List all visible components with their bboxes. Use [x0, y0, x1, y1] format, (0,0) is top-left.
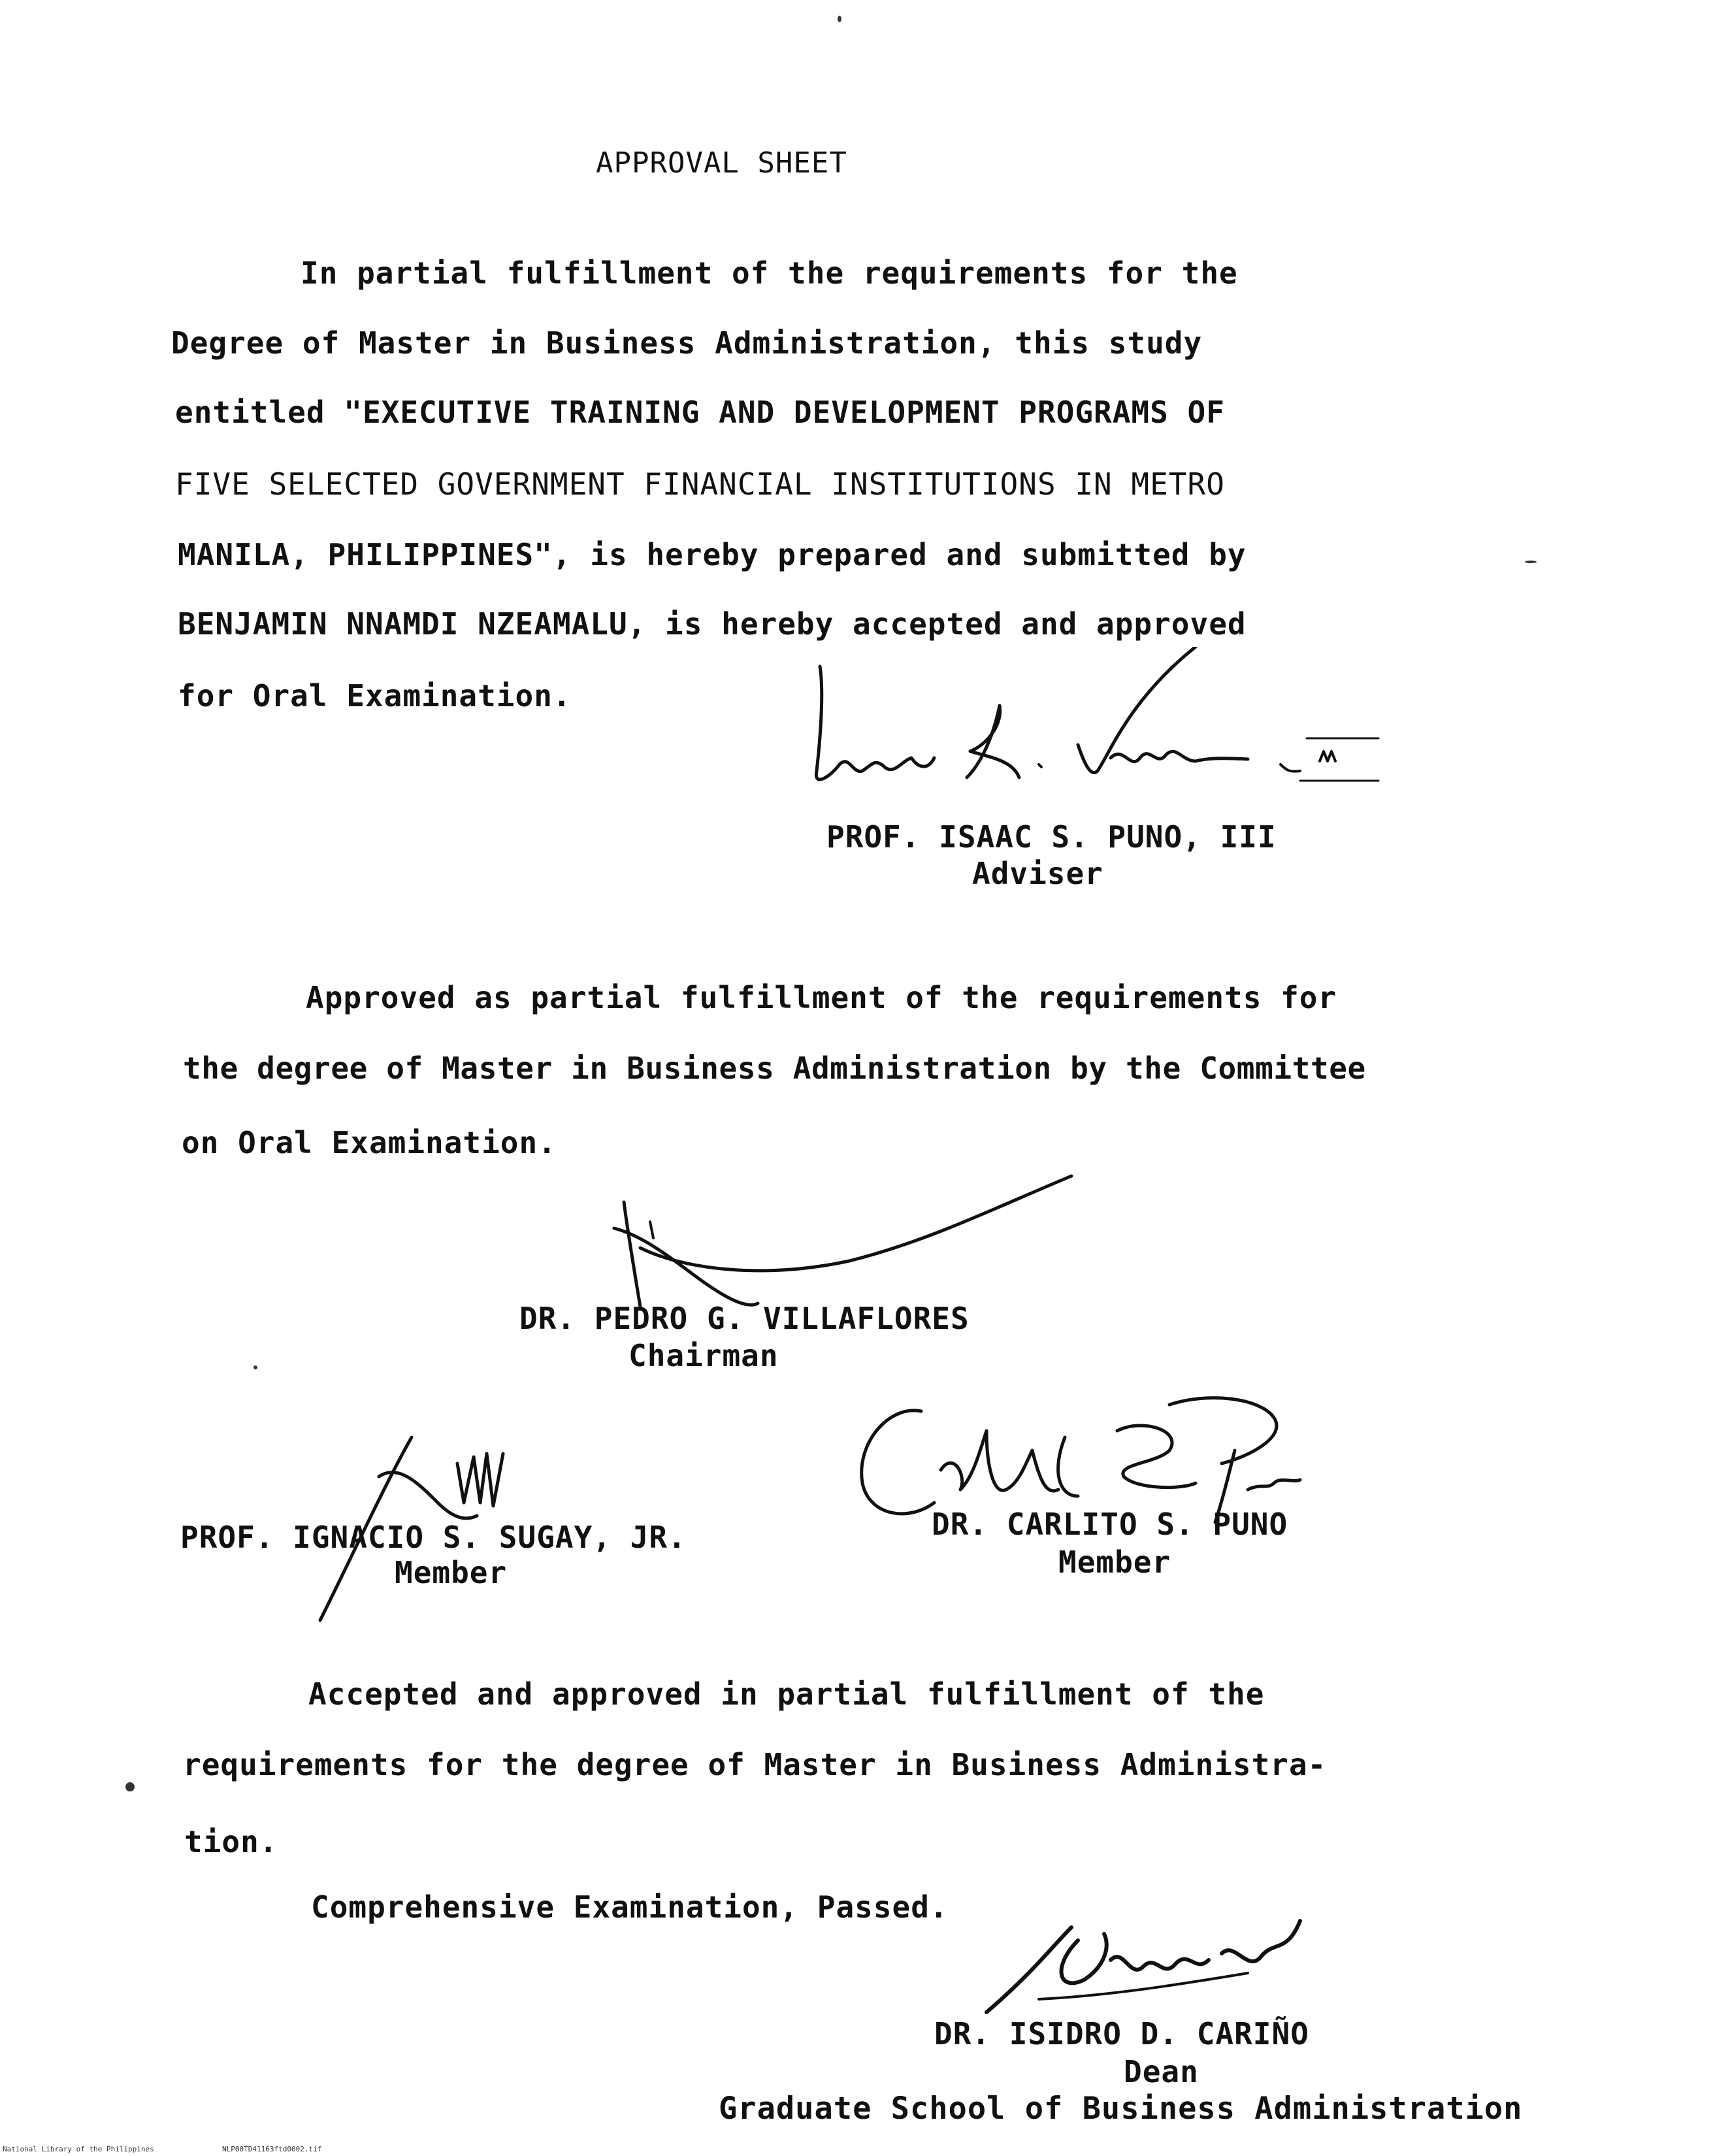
- footer-library-label: National Library of the Philippines: [3, 2145, 154, 2153]
- chairman-name: DR. PEDRO G. VILLAFLORES: [519, 1301, 970, 1336]
- comprehensive-exam-line: Comprehensive Examination, Passed.: [311, 1889, 949, 1925]
- paragraph2-line-2: the degree of Master in Business Administration by the Committee: [183, 1051, 1366, 1086]
- paragraph1-line-1: In partial fulfillment of the requirements for the: [301, 255, 1238, 291]
- paragraph1-line-3: entitled "EXECUTIVE TRAINING AND DEVELOPMENT PROGRAMS OF: [175, 395, 1225, 430]
- dean-school: Graduate School of Business Administration: [719, 2091, 1523, 2127]
- paragraph1-line-2: Degree of Master in Business Administration, this study: [171, 325, 1203, 361]
- member1-role: Member: [395, 1555, 508, 1590]
- scan-speck: [1525, 561, 1537, 563]
- member2-name: DR. CARLITO S. PUNO: [932, 1507, 1288, 1542]
- scan-speck: [838, 16, 841, 22]
- paragraph1-line-7: for Oral Examination.: [178, 678, 572, 713]
- dean-signature: [973, 1895, 1339, 2025]
- document-title: APPROVAL SHEET: [596, 146, 847, 180]
- adviser-role: Adviser: [972, 856, 1103, 891]
- dean-name: DR. ISIDRO D. CARIÑO: [934, 2016, 1309, 2051]
- member2-role: Member: [1058, 1544, 1171, 1580]
- paragraph3-line-2: requirements for the degree of Master in Business Administra-: [183, 1747, 1327, 1782]
- scan-speck: [253, 1365, 257, 1369]
- dean-role: Dean: [1124, 2054, 1199, 2089]
- paragraph3-line-1: Accepted and approved in partial fulfillment of the: [308, 1676, 1265, 1712]
- member1-name: PROF. IGNACIO S. SUGAY, JR.: [180, 1520, 687, 1555]
- paragraph2-line-3: on Oral Examination.: [182, 1125, 557, 1160]
- paragraph1-line-5: MANILA, PHILIPPINES", is hereby prepared and submitted by: [178, 537, 1247, 572]
- chairman-role: Chairman: [628, 1338, 779, 1373]
- scan-speck: [125, 1782, 135, 1791]
- adviser-name: PROF. ISAAC S. PUNO, III: [826, 819, 1277, 855]
- paragraph1-line-6: BENJAMIN NNAMDI NZEAMALU, is hereby accepted and approved: [178, 606, 1247, 642]
- paragraph1-line-4: FIVE SELECTED GOVERNMENT FINANCIAL INSTITUTIONS IN METRO: [175, 466, 1225, 502]
- adviser-signature: [804, 647, 1392, 817]
- paragraph3-line-3: tion.: [184, 1824, 278, 1859]
- footer-file-label: NLP00TD41163ftd0002.tif: [222, 2145, 322, 2153]
- paragraph2-line-1: Approved as partial fulfillment of the requirements for: [306, 980, 1337, 1015]
